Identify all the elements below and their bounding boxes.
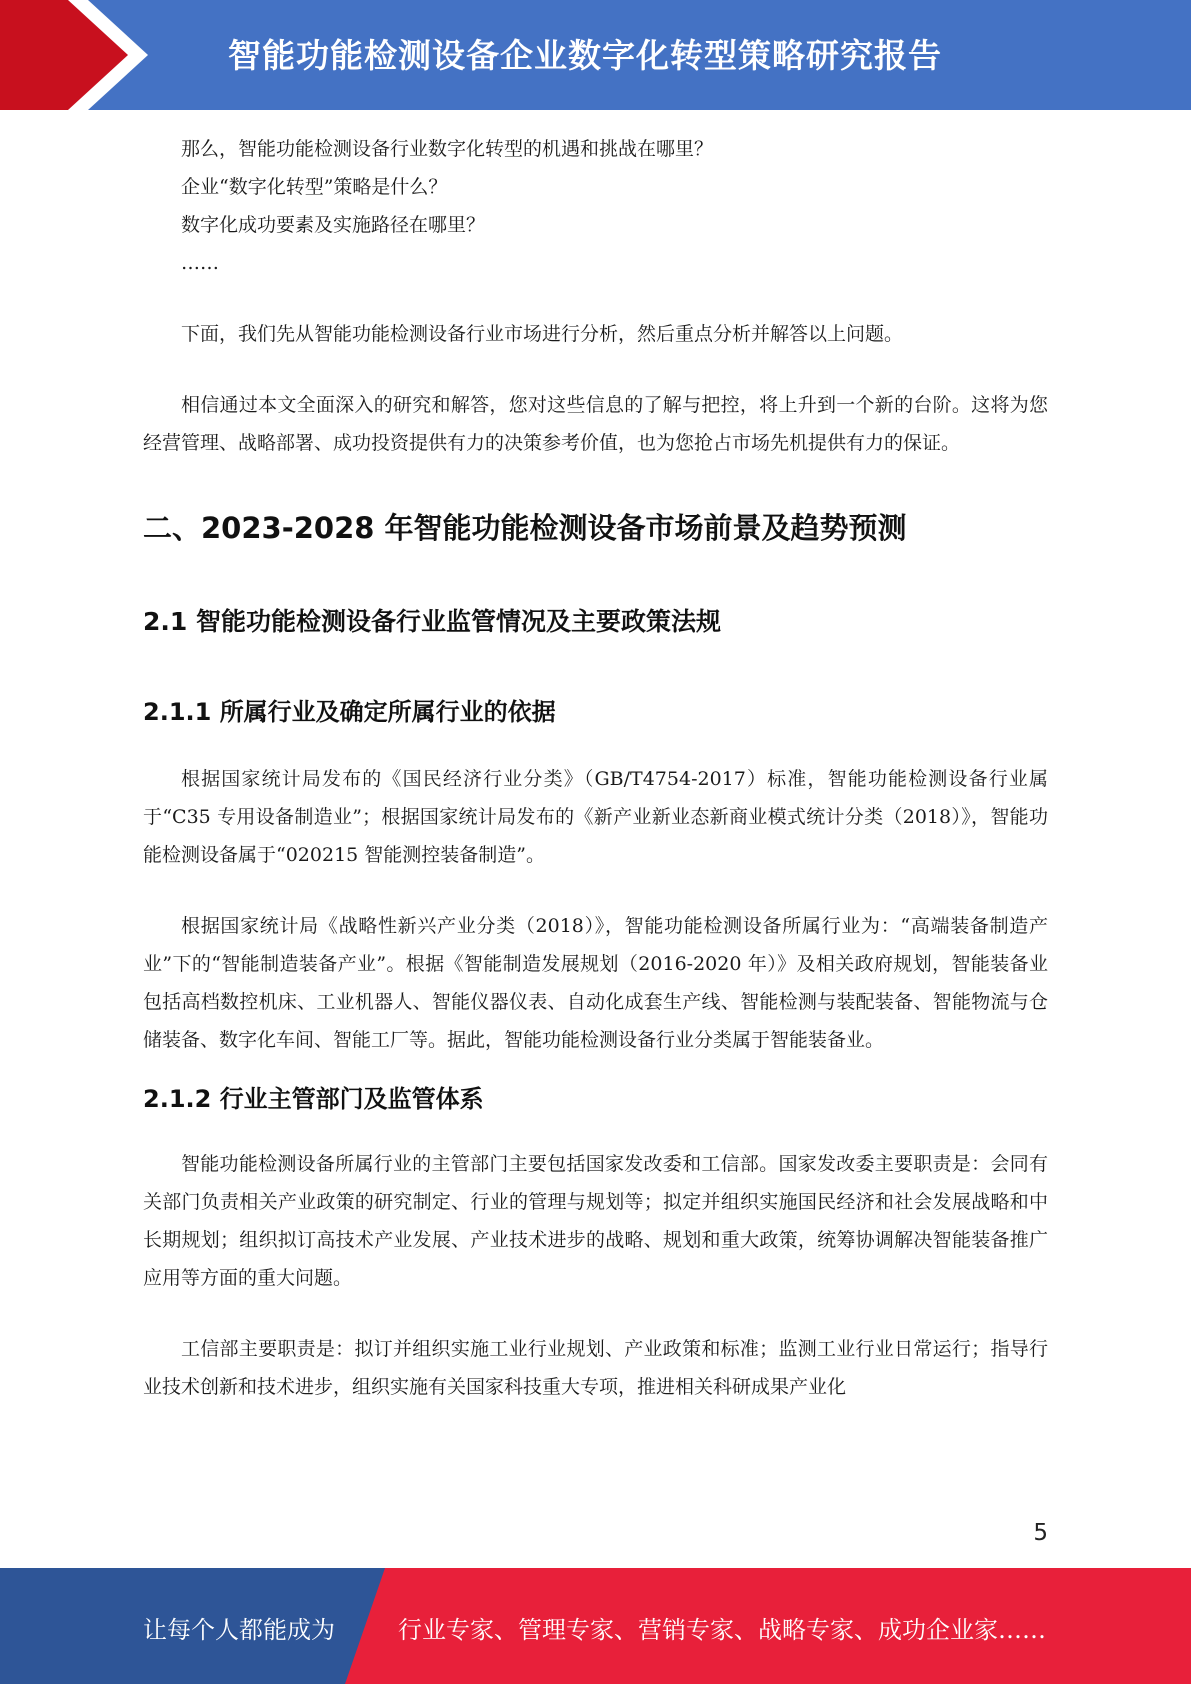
intro-paragraph-2: 相信通过本文全面深入的研究和解答，您对这些信息的了解与把控，将上升到一个新的台阶。这将为您经营管理、战略部署、成功投资提供有力的决策参考价值，也为您抢占市场先机提供有力的保证。 xyxy=(143,394,1048,454)
question-3: 数字化成功要素及实施路径在哪里？ xyxy=(181,214,486,236)
section-2-1-2-paragraph-2: 工信部主要职责是：拟订并组织实施工业行业规划、产业政策和标准；监测工业行业日常运行；指导行业技术创新和技术进步，组织实施有关国家科技重大专项，推进相关科研成果产业化 xyxy=(143,1338,1048,1398)
page-number: 5 xyxy=(1033,1520,1048,1546)
header-red-arrow xyxy=(0,0,150,110)
question-2: 企业“数字化转型”策略是什么？ xyxy=(181,176,448,198)
page-content xyxy=(143,130,1048,1406)
section-2-1-heading: 2.1 智能功能检测设备行业监管情况及主要政策法规 xyxy=(143,607,721,636)
question-ellipsis: …… xyxy=(181,252,219,274)
footer-slogan-right: 行业专家、管理专家、营销专家、战略专家、成功企业家…… xyxy=(398,1616,1046,1644)
section-2-1-1-heading: 2.1.1 所属行业及确定所属行业的依据 xyxy=(143,698,556,726)
section-2-heading: 二、2023-2028 年智能功能检测设备市场前景及趋势预测 xyxy=(143,511,907,545)
intro-paragraph-1: 下面，我们先从智能功能检测设备行业市场进行分析，然后重点分析并解答以上问题。 xyxy=(181,323,904,345)
report-title: 智能功能检测设备企业数字化转型策略研究报告 xyxy=(228,36,942,75)
footer-band xyxy=(0,1568,1191,1684)
section-2-1-2-heading: 2.1.2 行业主管部门及监管体系 xyxy=(143,1085,484,1113)
section-2-1-1-paragraph-1: 根据国家统计局发布的《国民经济行业分类》（GB/T4754-2017）标准，智能功能检测设备行业属于“C35 专用设备制造业”；根据国家统计局发布的《新产业新业态新商业模式统计分类（2018）》，智能功能检测设备属于“020215 智能测控装备制造”。 xyxy=(143,768,1048,866)
question-1: 那么，智能功能检测设备行业数字化转型的机遇和挑战在哪里？ xyxy=(181,138,714,160)
section-2-1-1-paragraph-2: 根据国家统计局《战略性新兴产业分类（2018）》，智能功能检测设备所属行业为：“高端装备制造产业”下的“智能制造装备产业”。根据《智能制造发展规划（2016-2020 年）》及相关政府规划，智能装备业包括高档数控机床、工业机器人、智能仪器仪表、自动化成套生产线、智能检测与装配装备、智能物流与仓储装备、数字化车间、智能工厂等。据此，智能功能检测设备行业分类属于智能装备业。 xyxy=(143,915,1048,1051)
section-2-1-2-paragraph-1: 智能功能检测设备所属行业的主管部门主要包括国家发改委和工信部。国家发改委主要职责是：会同有关部门负责相关产业政策的研究制定、行业的管理与规划等；拟定并组织实施国民经济和社会发展战略和中长期规划；组织拟订高技术产业发展、产业技术进步的战略、规划和重大政策，统筹协调解决智能装备推广应用等方面的重大问题。 xyxy=(143,1153,1048,1289)
header-band xyxy=(0,0,1191,110)
footer-slogan-left: 让每个人都能成为 xyxy=(143,1616,335,1644)
